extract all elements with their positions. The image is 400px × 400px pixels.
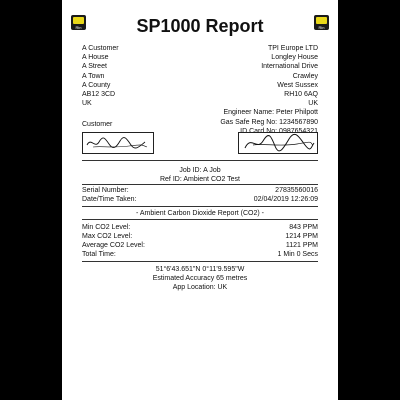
customer-address xyxy=(82,44,119,108)
engineer-name: Engineer Name: Peter Philpott xyxy=(223,109,318,117)
job-id: Job ID: A Job xyxy=(179,167,221,174)
info-value: 27835560016 xyxy=(275,187,318,194)
report-title: SP1000 Report xyxy=(136,16,264,36)
address-line: West Sussex xyxy=(277,81,318,89)
address-line: Crawley xyxy=(292,72,318,80)
reading-row xyxy=(82,233,318,242)
info-label: Serial Number: xyxy=(82,187,129,194)
report-page xyxy=(62,0,338,400)
ref-id: Ref ID: Ambient CO2 Test xyxy=(159,176,240,183)
address-line: A Street xyxy=(82,63,107,71)
address-line: A House xyxy=(82,54,109,62)
signature-scribble xyxy=(239,133,317,153)
address-line: TPI Europe LTD xyxy=(267,45,318,52)
customer-signature-label: Customer xyxy=(82,121,113,128)
info-value: 02/04/2019 12:26:09 xyxy=(253,196,318,203)
divider xyxy=(82,160,318,161)
reading-row xyxy=(82,224,318,233)
company-address xyxy=(220,44,318,136)
address-line: UK xyxy=(82,100,92,108)
reading-value: 1121 PPM xyxy=(285,242,318,249)
address-line: UK xyxy=(308,100,318,108)
address-line: A Customer xyxy=(82,45,119,52)
id-card-number: ID Card No: 0987654321 xyxy=(240,127,318,135)
address-line: A Town xyxy=(82,72,105,80)
info-label: Date/Time Taken: xyxy=(82,196,137,203)
reading-row xyxy=(82,242,318,251)
info-row xyxy=(82,187,318,196)
engineer-signature xyxy=(238,132,318,154)
reading-label: Average CO2 Level: xyxy=(82,242,145,249)
reading-value: 843 PPM xyxy=(289,224,318,231)
app-location: App Location: UK xyxy=(172,284,228,291)
reading-row xyxy=(82,251,318,260)
address-line: Longley House xyxy=(271,54,318,62)
divider xyxy=(82,206,318,207)
reading-value: 1214 PPM xyxy=(285,233,318,240)
gps-coordinates: 51°6'43.651"N 0°11'9.595"W xyxy=(155,266,245,273)
address-line: AB12 3CD xyxy=(82,91,116,99)
gas-safe-reg: Gas Safe Reg No: 1234567890 xyxy=(220,118,318,126)
reading-label: Min CO2 Level: xyxy=(82,224,131,231)
section-title: - Ambient Carbon Dioxide Report (CO2) - xyxy=(136,210,264,217)
divider xyxy=(82,219,318,220)
divider xyxy=(82,184,318,185)
address-line: RH10 6AQ xyxy=(284,91,318,99)
info-row xyxy=(82,196,318,205)
logo-text: Rin xyxy=(75,25,82,30)
location-accuracy: Estimated Accuracy 65 metres xyxy=(152,275,248,282)
divider xyxy=(82,261,318,262)
address-line: International Drive xyxy=(261,63,318,71)
reading-value: 1 Min 0 Secs xyxy=(277,251,318,258)
address-line: A County xyxy=(82,81,111,89)
logo-text: Rin xyxy=(318,25,325,30)
reading-label: Max CO2 Level: xyxy=(82,233,133,240)
customer-signature xyxy=(82,132,154,154)
reading-label: Total Time: xyxy=(82,251,116,258)
signature-scribble xyxy=(83,133,153,153)
